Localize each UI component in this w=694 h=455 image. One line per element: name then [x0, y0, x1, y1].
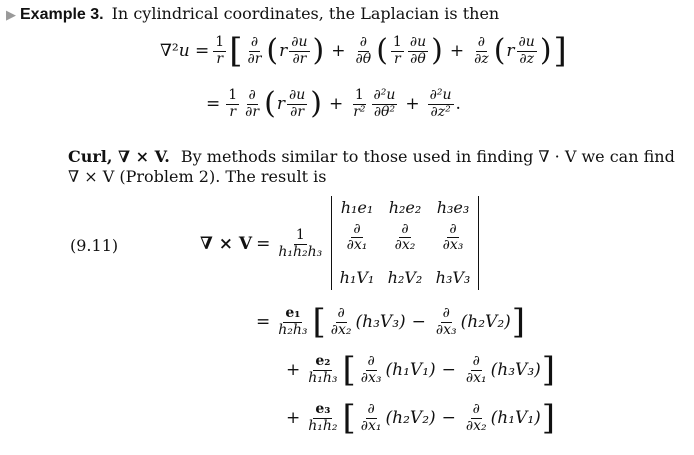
det-cell: h₃V₃: [435, 268, 471, 287]
curl-paragraph-line1: By methods similar to those used in finding ∇ · V we can find: [180, 147, 675, 166]
curl-expansion-row-1: = $\frac{\text{e₁}}{\text{h₂h₃}}$ [ $\frac{\partial}{\text{∂x₂}}$ (h₃V₃) − $\frac{\partial}{\text{∂x₃}}$ (h₂V₂) ]: [256, 302, 526, 342]
equation-number: (9.11): [70, 236, 119, 255]
det-cell: $\frac{\partial}{\text{∂x₂}}$: [394, 221, 416, 254]
laplacian-lhs: ∇²u =: [160, 41, 210, 61]
example-intro-text: In cylindrical coordinates, the Laplacian is then: [111, 4, 500, 23]
curl-expansion-row-2: + $\frac{\text{e₂}}{\text{h₁h₃}}$ [ $\frac{\partial}{\text{∂x₃}}$ (h₁V₁) − $\frac{\partial}{\text{∂x₁}}$ (h₃V₃) ]: [286, 350, 556, 390]
curl-paragraph: [68, 146, 675, 168]
det-cell: h₁V₁: [339, 268, 375, 287]
laplacian-row-2: = $\frac{1}{r}$ $\frac{\partial}{\partial r}$ ( r $\frac{\partial u}{\partial r}$ ) + $\frac{1}{\text{r²}}$ $\frac{\text{∂²u}}{\text{∂θ²}}$ + $\frac{\text{∂²u}}{\text{∂z²}}$ .: [206, 86, 461, 121]
example-heading: [6, 4, 499, 24]
curl-paragraph-line2: ∇ × V (Problem 2). The result is: [68, 167, 327, 186]
curl-determinant: [331, 196, 479, 290]
collapse-triangle-icon[interactable]: ▶: [6, 8, 16, 23]
curl-prefactor: $\frac{1}{\text{h₁h₂h₃}}$: [278, 227, 323, 260]
curl-expansion-row-3: + $\frac{\text{e₃}}{\text{h₁h₂}}$ [ $\frac{\partial}{\text{∂x₁}}$ (h₂V₂) − $\frac{\partial}{\text{∂x₂}}$ (h₁V₁) ]: [286, 398, 556, 438]
det-cell: $\frac{\partial}{\text{∂x₃}}$: [442, 221, 464, 254]
curl-section-title: Curl, ∇ × V.: [68, 147, 170, 166]
det-cell: $\frac{\partial}{\text{∂x₁}}$: [346, 221, 368, 254]
det-cell: h₁e₁: [340, 198, 374, 217]
det-cell: h₂e₂: [388, 198, 422, 217]
example-label: Example 3.: [20, 6, 104, 23]
curl-lhs: ∇ × V = $\frac{1}{\text{h₁h₂h₃}}$: [200, 227, 323, 260]
det-cell: h₃e₃: [436, 198, 470, 217]
det-cell: h₂V₂: [387, 268, 423, 287]
laplacian-row-1: ∇²u = $\frac{1}{r}$ [ $\frac{\partial}{\partial r}$ ( r $\frac{\partial u}{\partial r}$ ) + $\frac{\partial}{\partial\theta}$ ( $\frac{1}{r}$ $\frac{\partial u}{\partial\theta}$ ) + $\frac{\partial}{\partial z}$ ( r $\frac{\partial u}{\partial z}$ ) ]: [160, 31, 567, 71]
